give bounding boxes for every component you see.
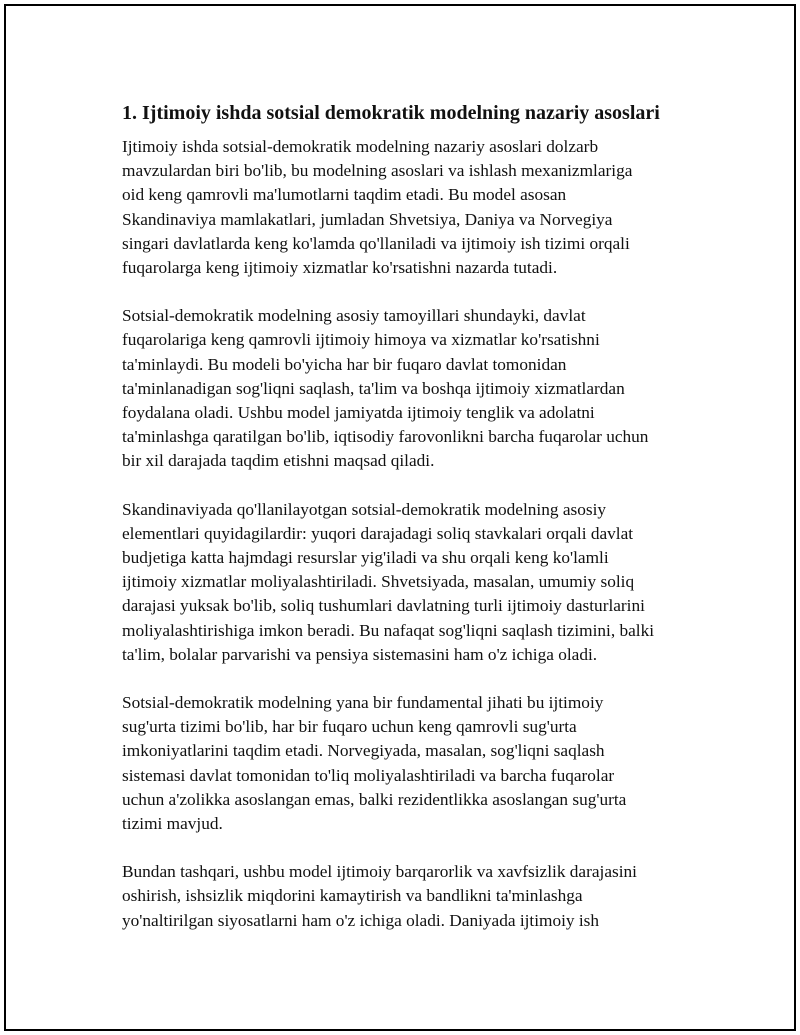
paragraph-line: Skandinaviya mamlakatlari, jumladan Shvetsiya, Daniya va Norvegiya — [122, 209, 613, 229]
paragraph-line: budjetiga katta hajmdagi resurslar yig'iladi va shu orqali keng ko'lamli — [122, 548, 609, 568]
paragraph-line: Sotsial-demokratik modelning asosiy tamoyillari shundayki, davlat — [122, 306, 586, 326]
paragraph-line: oshirish, ishsizlik miqdorini kamaytirish va bandlikni ta'minlashga — [122, 886, 583, 906]
paragraph-line: Ijtimoiy ishda sotsial-demokratik modelning nazariy asoslari dolzarb — [122, 137, 599, 156]
paragraph-line: fuqarolarga keng ijtimoiy xizmatlar ko'rsatishni nazarda tutadi. — [122, 258, 558, 278]
paragraph-line: elementlari quyidagilardir: yuqori darajadagi soliq stavkalari orqali davlat — [122, 523, 634, 543]
paragraph-line: ta'minlanadigan sog'liqni saqlash, ta'lim va boshqa ijtimoiy xizmatlardan — [122, 378, 625, 398]
paragraph — [122, 135, 712, 280]
section-heading: 1. Ijtimoiy ishda sotsial demokratik modelning nazariy asoslari — [122, 102, 660, 124]
paragraph — [122, 691, 712, 836]
paragraph-line: fuqarolariga keng qamrovli ijtimoiy himoya va xizmatlar ko'rsatishni — [122, 330, 600, 350]
paragraph-line: imkoniyatlarini taqdim etadi. Norvegiyada, masalan, sog'liqni saqlash — [122, 741, 605, 761]
paragraph-line: bir xil darajada taqdim etishni maqsad qiladi. — [122, 451, 435, 471]
paragraph-line: oid keng qamrovli ma'lumotlarni taqdim etadi. Bu model asosan — [122, 185, 567, 205]
document-body — [122, 99, 712, 933]
paragraph-line: Skandinaviyada qo'llanilayotgan sotsial-demokratik modelning asosiy — [122, 499, 607, 519]
paragraph-line: foydalana oladi. Ushbu model jamiyatda ijtimoiy tenglik va adolatni — [122, 403, 595, 423]
paragraph-line: sug'urta tizimi bo'lib, har bir fuqaro uchun keng qamrovli sug'urta — [122, 717, 577, 737]
paragraph-line: mavzulardan biri bo'lib, bu modelning asoslari va ishlash mexanizmlariga — [122, 161, 633, 181]
paragraph-line: moliyalashtirishiga imkon beradi. Bu nafaqat sog'liqni saqlash tizimini, balki — [122, 620, 655, 640]
paragraph-line: tizimi mavjud. — [122, 814, 223, 834]
paragraph-line: Bundan tashqari, ushbu model ijtimoiy barqarorlik va xavfsizlik darajasini — [122, 862, 637, 882]
paragraph — [122, 498, 712, 667]
paragraph-line: uchun a'zolikka asoslangan emas, balki rezidentlikka asoslangan sug'urta — [122, 789, 627, 809]
paragraph-line: ta'minlaydi. Bu modeli bo'yicha har bir fuqaro davlat tomonidan — [122, 354, 567, 374]
paragraph-line: darajasi yuksak bo'lib, soliq tushumlari davlatning turli ijtimoiy dasturlarini — [122, 596, 645, 616]
paragraph-line: yo'naltirilgan siyosatlarni ham o'z ichiga oladi. Daniyada ijtimoiy ish — [122, 910, 600, 930]
page-frame — [4, 4, 796, 1031]
paragraph-line: ijtimoiy xizmatlar moliyalashtiriladi. Shvetsiyada, masalan, umumiy soliq — [122, 572, 635, 592]
paragraph-line: singari davlatlarda keng ko'lamda qo'llaniladi va ijtimoiy ish tizimi orqali — [122, 233, 630, 253]
paragraph — [122, 860, 712, 933]
paragraph-line: Sotsial-demokratik modelning yana bir fundamental jihati bu ijtimoiy — [122, 693, 604, 713]
paragraph-list — [122, 135, 712, 933]
paragraph — [122, 304, 712, 473]
paragraph-line: ta'lim, bolalar parvarishi va pensiya sistemasini ham o'z ichiga oladi. — [122, 644, 598, 664]
paragraph-line: sistemasi davlat tomonidan to'liq moliyalashtiriladi va barcha fuqarolar — [122, 765, 615, 785]
paragraph-line: ta'minlashga qaratilgan bo'lib, iqtisodiy farovonlikni barcha fuqarolar uchun — [122, 427, 649, 447]
